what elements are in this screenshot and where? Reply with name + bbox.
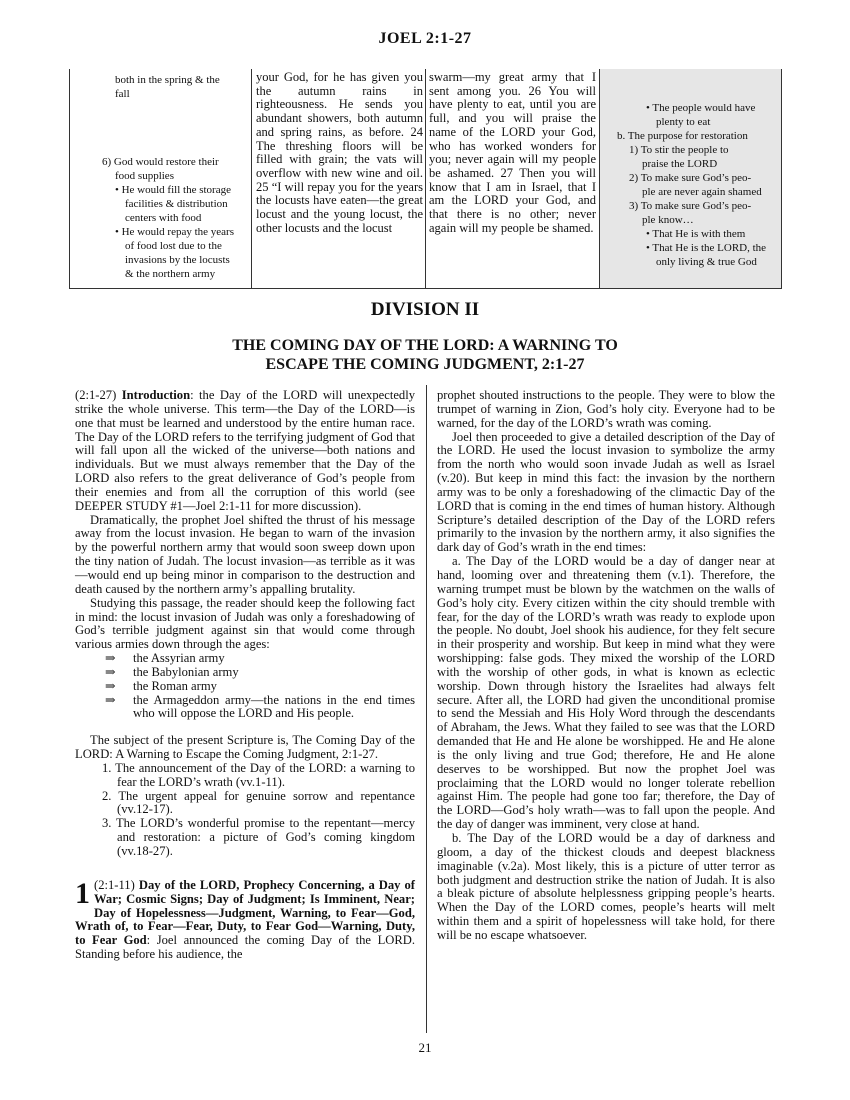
outline-line: ple are never again shamed (642, 186, 762, 198)
outline-line: • He would fill the storage (115, 184, 231, 196)
outline-line: food supplies (115, 170, 174, 182)
outline-line: 3) To make sure God’s peo- (629, 200, 752, 212)
intro-paragraph (75, 389, 415, 514)
outline-point: 1. The announcement of the Day of the LORD: a warning to fear the LORD’s wrath (vv.1-11). (102, 760, 415, 789)
body-paragraph: b. The Day of the LORD would be a day of darkness and gloom, a day of the thickest clouds and deepest blackness imaginable (v.2a). Most likely, this is a picture of utter terror as both judgment and destruction strike the nation of Judah. It is also a bleak picture of absolute helplessness gripping people’s hearts. When the Day of the LORD comes, people’s hearts will melt within them and a spirit of hopelessness will take hold, for there will be no escape whatsoever. (437, 831, 775, 942)
subject-paragraph: The subject of the present Scripture is, The Coming Day of the LORD: A Warning to Escape the Coming Judgment, 2:1-27. (75, 733, 415, 762)
arrow-icon: ⇒ (105, 664, 116, 679)
army-list (75, 652, 415, 721)
outline-line: fall (115, 88, 130, 100)
army-name: the Roman army (133, 678, 217, 693)
section-text: : Joel announced the coming Day of the LORD. Standing before his audience, the (75, 933, 415, 962)
arrow-icon: ⇒ (105, 678, 116, 693)
outline-line: • The people would have (646, 102, 756, 114)
running-header: JOEL 2:1-27 (378, 30, 472, 47)
army-list-item (105, 680, 415, 694)
division-subtitle-line: THE COMING DAY OF THE LORD: A WARNING TO (232, 337, 618, 354)
outline-line: 6) God would restore their (102, 156, 219, 168)
outline-line: invasions by the locusts (125, 254, 230, 266)
commentary-right-column (437, 389, 775, 943)
intro-text: : the Day of the LORD will unexpectedly strike the whole universe. This term—the Day of the LORD—is one that must be learned and understood by the entire human race. The Day of the LORD refers to the terrifying judgment of God that will fall upon all the wicked of the universe—both nations and individuals. But we must always remember that the Day of the LORD also refers to the great deliverance of God’s people from their enemies and from all the corruption of this world (see DEEPER STUDY #1—Joel 2:1-11 for more discussion). (75, 388, 416, 513)
army-list-item (105, 694, 415, 722)
outline-line: 2) To make sure God’s peo- (629, 172, 752, 184)
body-paragraph: Dramatically, the prophet Joel shifted the thrust of his message away from the locust invasion. He began to warn of the invasion by the powerful northern army that would soon sweep down upon the tiny nation of Judah. The locust invasion—as terrible as it was—would end up being minor in comparison to the destruction and death caused by the northern army’s appalling brutality. (75, 512, 415, 596)
scripture-outline-table (69, 69, 782, 289)
section-paragraph (75, 876, 416, 962)
outline-column-right (600, 69, 782, 288)
commentary-left-column (75, 389, 415, 962)
army-list-item (105, 666, 415, 680)
outline-line: plenty to eat (656, 116, 711, 128)
outline-line: 1) To stir the people to (629, 144, 729, 156)
outline-line: praise the LORD (642, 158, 718, 170)
scripture-column-b: swarm—my great army that I sent among you. 26 You will have plenty to eat, until you are full, and you will praise the name of the LORD your God, who has worked wonders for you; never again will my people be ashamed. 27 Then you will know that I am in Israel, that I am the LORD your God, and that there is no other; never again will my people be shamed. (426, 69, 600, 288)
outline-line: b. The purpose for restoration (617, 130, 748, 142)
outline-line: • He would repay the years (115, 226, 235, 238)
division-subtitle (0, 336, 850, 374)
outline-line: both in the spring & the (115, 74, 220, 86)
outline-line: facilities & distribution (125, 198, 228, 210)
army-name: the Assyrian army (133, 651, 225, 666)
outline-column-left (69, 69, 252, 288)
outline-point: 3. The LORD’s wonderful promise to the repentant—mercy and restoration: a picture of God’s coming kingdom (vv.18-27). (102, 816, 415, 858)
outline-line: • That He is with them (646, 228, 746, 240)
column-divider (426, 385, 427, 1033)
division-title: DIVISION II (370, 299, 480, 320)
section-number: 1 (75, 876, 90, 910)
intro-ref: (2:1-27) (75, 388, 122, 402)
body-paragraph: Studying this passage, the reader should keep the following fact in mind: the locust invasion of Judah was only a foreshadowing of God’s terrible judgment against sin that would come through various armies down through the ages: (75, 595, 415, 652)
section-ref: (2:1-11) (94, 877, 139, 892)
arrow-icon: ⇒ (105, 692, 116, 707)
outline-line: centers with food (125, 212, 202, 224)
intro-label: Introduction (121, 388, 191, 402)
section-heading: Day of the LORD, Prophecy Concerning, a Day of War; Cosmic Signs; Day of Judgment; Is Imminent, Near; Day of Hopelessness—Judgment, Warning, to Fear—God, Wrath of, to Fear—Fear, Duty, to Fear God—Warning, Duty, to Fear God (75, 877, 416, 948)
page-number: 21 (418, 1040, 432, 1055)
outline-line: only living & true God (656, 256, 757, 268)
division-subtitle-line: ESCAPE THE COMING JUDGMENT, 2:1-27 (265, 356, 585, 373)
outline-points (75, 762, 415, 859)
outline-line: ple know… (642, 214, 694, 226)
outline-line: of food lost due to the (125, 240, 222, 252)
body-paragraph: Joel then proceeded to give a detailed description of the Day of the LORD. He used the locust invasion to symbolize the army from the north who would soon invade Judah as well as Israel (v.20). But keep in mind this fact: the invasion by the northern army was to be only a foreshadowing of the climactic Day of the LORD that is coming in the end times of human history. Although Scripture’s detailed description of the Day of the LORD refers primarily to the invasion by the northern army, it also signifies the dark day of God’s wrath in the end times: (437, 429, 775, 555)
outline-point: 2. The urgent appeal for genuine sorrow and repentance (vv.12-17). (102, 788, 415, 817)
army-list-item (105, 652, 415, 666)
army-name: the Babylonian army (133, 664, 239, 679)
scripture-column-a: your God, for he has given you the autumn rains in righteousness. He sends you abundant showers, both autumn and spring rains, as before. 24 The threshing floors will be filled with grain; the vats will overflow with new wine and oil. 25 “I will repay you for the years the locusts have eaten—the great locust and the young locust, the other locusts and the locust (252, 69, 426, 288)
arrow-icon: ⇒ (105, 651, 116, 666)
outline-line: • That He is the LORD, the (646, 242, 767, 254)
outline-line: & the northern army (125, 268, 216, 280)
body-paragraph: a. The Day of the LORD would be a day of danger near at hand, looming over and threatening them (v.1). Therefore, the warning trumpet must be blown by the watchmen on the walls of God’s holy city. Every citizen within the city should tremble with fear, for the day of the LORD’s wrath was ready to explode upon the people. No doubt, Joel shook his audience, for they felt secure in their prosperity and worship. But keep in mind what they were worshipping: false gods. They mixed the worship of the LORD with the worship of other gods, in what is known as eclectic worship. Down through history the Israelites had always felt secure. After all, the LORD had given the unconditional promise to send the Messiah and His Holy Word through the descendants of Abraham, the Jews. What they failed to see was that the LORD demanded that He and He alone be worshipped. He and He alone is the only living and true God; therefore, He and He alone deserves to be worshipped. But now the prophet Joel was proclaiming that the LORD would no longer tolerate rebellion against Him. The people had gone too far; therefore, the Day of the LORD—God’s holy wrath—was to fall upon the people. And the day of danger was imminent, very close at hand. (437, 554, 775, 832)
body-paragraph: prophet shouted instructions to the people. They were to blow the trumpet of warning in Zion, God’s holy city. Everyone had to be warned, for the day of the LORD’s wrath was coming. (437, 388, 775, 430)
army-name: the Armageddon army—the nations in the end times who will oppose the LORD and His people. (133, 692, 415, 721)
